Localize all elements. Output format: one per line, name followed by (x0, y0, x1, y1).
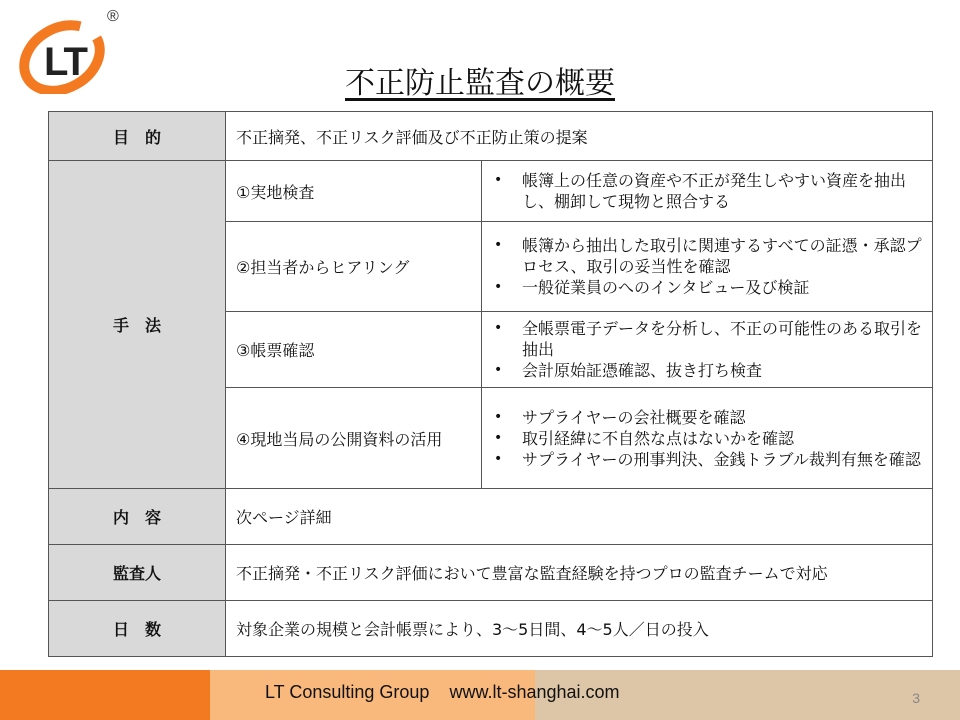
method-name: ①実地検査 (226, 161, 482, 222)
bullet-item: • 取引経緯に不自然な点はないかを確認 (492, 428, 922, 449)
method-name: ②担当者からヒアリング (226, 222, 482, 312)
row-label-content: 内 容 (49, 489, 226, 545)
row-value-auditor: 不正摘発・不正リスク評価において豊富な監査経験を持つプロの監査チームで対応 (226, 545, 933, 601)
bullet-item: • 帳簿から抽出した取引に関連するすべての証憑・承認プロセス、取引の妥当性を確認 (492, 235, 922, 277)
method-detail (482, 222, 933, 312)
bullet-item: • サプライヤーの会社概要を確認 (492, 407, 922, 428)
footer-company: LT Consulting Group (265, 682, 430, 702)
row-label-days: 日 数 (49, 601, 226, 657)
audit-overview-table (48, 111, 933, 657)
method-detail (482, 161, 933, 222)
method-name: ③帳票確認 (226, 312, 482, 388)
table-row-days (49, 601, 933, 657)
page-title: 不正防止監査の概要 (345, 66, 615, 101)
method-name: ④現地当局の公開資料の活用 (226, 388, 482, 489)
footer-text (265, 682, 620, 703)
method-detail (482, 388, 933, 489)
bullet-item: • 帳簿上の任意の資産や不正が発生しやすい資産を抽出し、棚卸して現物と照合する (492, 170, 922, 212)
logo-text: LT (44, 40, 86, 84)
page-number: 3 (912, 690, 920, 706)
footer-orange-block (0, 670, 210, 720)
bullet-item: • サプライヤーの刑事判決、金銭トラブル裁判有無を確認 (492, 449, 922, 470)
row-value-content: 次ページ詳細 (226, 489, 933, 545)
bullet-item: • 一般従業員のへのインタビュー及び検証 (492, 277, 922, 298)
row-label-auditor: 監査人 (49, 545, 226, 601)
row-label-method: 手 法 (49, 161, 226, 489)
bullet-item: • 全帳票電子データを分析し、不正の可能性のある取引を抽出 (492, 318, 922, 360)
table-row-auditor (49, 545, 933, 601)
bullet-item: • 会計原始証憑確認、抜き打ち検査 (492, 360, 922, 381)
method-detail (482, 312, 933, 388)
footer-url[interactable]: www.lt-shanghai.com (449, 682, 620, 702)
row-value-purpose: 不正摘発、不正リスク評価及び不正防止策の提案 (226, 112, 933, 161)
table-row-purpose (49, 112, 933, 161)
registered-mark: ® (107, 8, 119, 25)
row-value-days: 対象企業の規模と会計帳票により、3～5日間、4～5人／日の投入 (226, 601, 933, 657)
row-label-purpose: 目 的 (49, 112, 226, 161)
table-row-method-1 (49, 161, 933, 222)
footer-bar (0, 670, 960, 720)
table-row-content (49, 489, 933, 545)
